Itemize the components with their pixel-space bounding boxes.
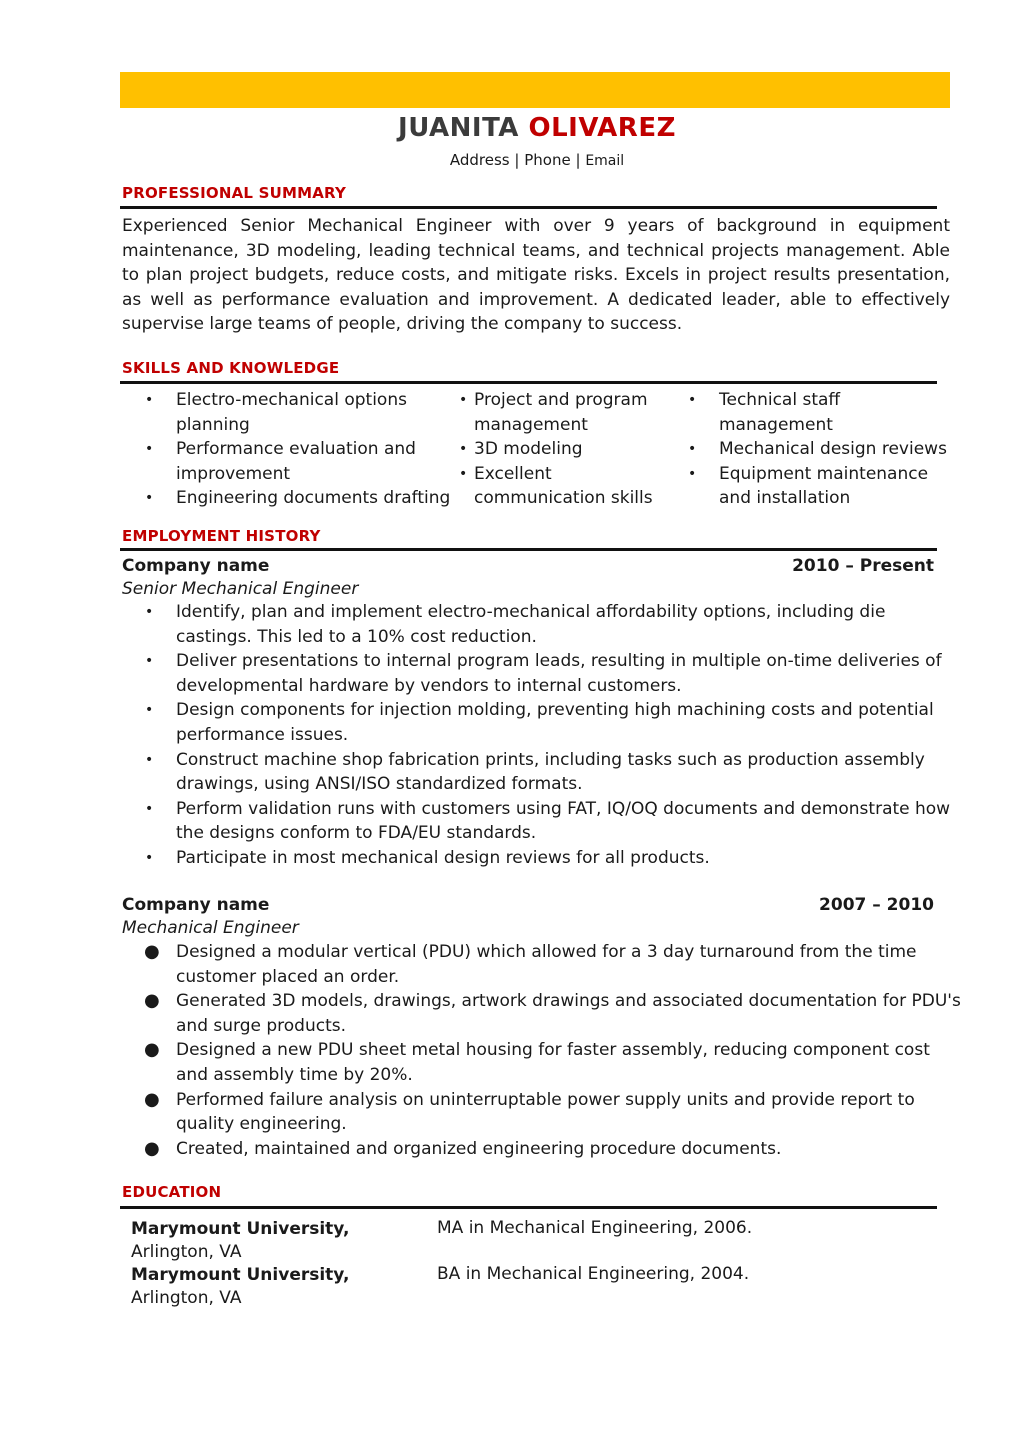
accent-bar xyxy=(120,72,950,108)
education-heading: EDUCATION xyxy=(122,1183,222,1201)
school-name: Marymount University, xyxy=(131,1265,350,1285)
bullet-icon: • xyxy=(688,441,697,458)
skill-item: • Engineering documents drafting xyxy=(176,486,456,511)
duty-item: ● Created, maintained and organized engineering procedure documents. xyxy=(176,1137,966,1162)
bullet-icon: • xyxy=(145,849,154,866)
first-name: JUANITA xyxy=(398,113,519,143)
skills-column-2 xyxy=(459,388,684,511)
email-label: Email xyxy=(585,153,625,169)
bullet-icon: ● xyxy=(144,1137,160,1159)
job-title: Mechanical Engineer xyxy=(122,918,299,938)
school-location: Arlington, VA xyxy=(131,1242,242,1262)
duty-item: • Deliver presentations to internal program leads, resulting in multiple on-time deliveries of developmental hardware by vendors to internal customers. xyxy=(145,651,942,696)
education-degree: MA in Mechanical Engineering, 2006. xyxy=(437,1218,753,1238)
address-label: Address xyxy=(449,151,510,169)
summary-heading: PROFESSIONAL SUMMARY xyxy=(122,184,347,202)
separator: | xyxy=(514,151,520,169)
separator: | xyxy=(575,151,581,169)
section-divider xyxy=(120,206,937,209)
job-title: Senior Mechanical Engineer xyxy=(122,579,359,599)
bullet-icon: • xyxy=(688,392,697,408)
duty-item: • Identify, plan and implement electro-mechanical affordability options, including die castings. This led to a 10% cost reduction. xyxy=(145,602,886,647)
bullet-icon: • xyxy=(459,441,468,458)
last-name: OLIVAREZ xyxy=(528,113,676,143)
job-dates: 2010 – Present xyxy=(792,556,934,576)
school-name: Marymount University, xyxy=(131,1219,350,1239)
skill-item: • Excellent communication skills xyxy=(459,463,653,509)
bullet-icon: • xyxy=(145,392,154,408)
job-duties xyxy=(144,940,966,1161)
candidate-name xyxy=(0,113,1024,143)
section-divider xyxy=(120,548,937,551)
skill-item: • Technical staff management xyxy=(688,390,841,435)
skill-item: • Project and program management xyxy=(459,390,648,435)
job-company: Company name xyxy=(122,556,270,576)
bullet-icon: • xyxy=(459,392,468,408)
bullet-icon: ● xyxy=(144,990,160,1012)
bullet-icon: ● xyxy=(144,1088,160,1110)
section-divider xyxy=(120,1206,937,1209)
duty-item: • Design components for injection molding, preventing high machining costs and potential performance issues. xyxy=(145,700,934,745)
bullet-icon: ● xyxy=(144,941,160,962)
bullet-icon: • xyxy=(145,702,154,719)
education-school xyxy=(131,1218,350,1264)
skills-column-1 xyxy=(145,388,456,511)
skills-heading: SKILLS AND KNOWLEDGE xyxy=(122,359,340,377)
duty-item: • Construct machine shop fabrication prints, including tasks such as production assembly drawings, using ANSI/ISO standardized formats. xyxy=(145,749,925,795)
skill-item: • 3D modeling xyxy=(474,437,684,462)
job-dates: 2007 – 2010 xyxy=(819,895,934,915)
bullet-icon: • xyxy=(145,604,154,620)
skill-item: • Performance evaluation and improvement xyxy=(145,439,416,484)
bullet-icon: • xyxy=(145,653,154,670)
summary-text: Experienced Senior Mechanical Engineer with over 9 years of background in equipment maintenance, 3D modeling, leading technical teams, and technical projects management. Able to plan project budgets, reduce costs, and mitigate risks. Excels in project results presentation, as well as performance evaluation and improvement. A dedicated leader, able to effectively supervise large teams of people, driving the company to success. xyxy=(122,216,950,335)
duty-item: ● Performed failure analysis on uninterruptable power supply units and provide report to quality engineering. xyxy=(144,1088,915,1135)
bullet-icon: • xyxy=(145,490,154,507)
bullet-icon: • xyxy=(688,465,697,482)
employment-heading: EMPLOYMENT HISTORY xyxy=(122,527,321,545)
phone-label: Phone xyxy=(524,151,571,169)
job-duties xyxy=(145,600,966,871)
education-school xyxy=(131,1264,350,1310)
school-location: Arlington, VA xyxy=(131,1288,242,1308)
bullet-icon: • xyxy=(145,751,154,768)
skills-column-3 xyxy=(688,388,949,511)
contact-line xyxy=(0,151,1024,169)
duty-item: • Perform validation runs with customers using FAT, IQ/OQ documents and demonstrate how the designs conform to FDA/EU standards. xyxy=(145,798,951,844)
skill-item: • Equipment maintenance and installation xyxy=(688,463,929,509)
duty-item: ● Designed a new PDU sheet metal housing for faster assembly, reducing component cost and assembly time by 20%. xyxy=(144,1039,930,1085)
bullet-icon: • xyxy=(459,465,468,482)
bullet-icon: • xyxy=(145,441,154,458)
duty-item: • Participate in most mechanical design reviews for all products. xyxy=(176,846,966,871)
job-company: Company name xyxy=(122,895,270,915)
bullet-icon: • xyxy=(145,800,154,817)
bullet-icon: ● xyxy=(144,1039,160,1061)
section-divider xyxy=(120,381,937,384)
skill-item: • Electro-mechanical options planning xyxy=(145,390,407,435)
duty-item: ● Generated 3D models, drawings, artwork drawings and associated documentation for PDU's and surge products. xyxy=(144,990,961,1036)
education-degree: BA in Mechanical Engineering, 2004. xyxy=(437,1264,750,1284)
duty-item: ● Designed a modular vertical (PDU) which allowed for a 3 day turnaround from the time customer placed an order. xyxy=(144,941,917,987)
skill-item: • Mechanical design reviews xyxy=(719,437,949,462)
